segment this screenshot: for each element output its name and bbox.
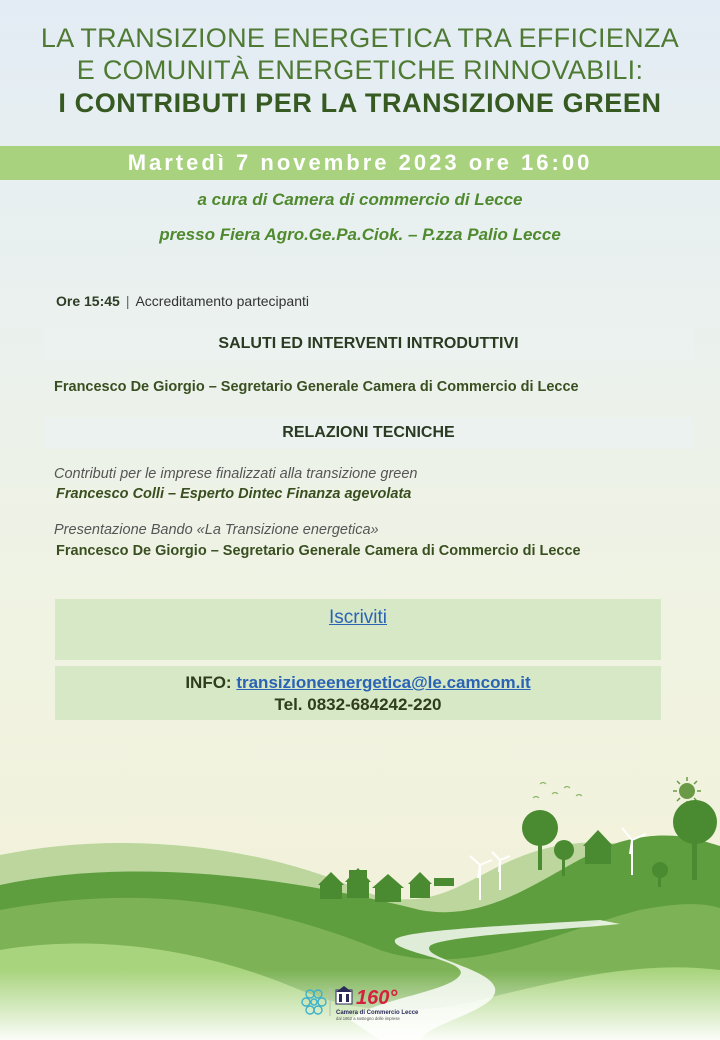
anniversary-mark: 160° bbox=[356, 987, 398, 1009]
organizer-line: a cura di Camera di commercio di Lecce bbox=[197, 190, 523, 209]
org-tagline: dal 1862 a sostegno delle imprese bbox=[336, 1016, 400, 1021]
info-phone: Tel. 0832-684242-220 bbox=[274, 695, 442, 714]
building-emblem-icon bbox=[336, 986, 352, 1004]
org-name: Camera di Commercio Lecce bbox=[336, 1010, 419, 1016]
title-line-2: E COMUNITÀ ENERGETICHE RINNOVABILI: bbox=[76, 55, 644, 85]
schedule-separator: | bbox=[125, 293, 130, 309]
birds-icon bbox=[533, 783, 582, 799]
title-line-1: LA TRANSIZIONE ENERGETICA TRA EFFICIENZA bbox=[40, 23, 680, 53]
flower-emblem-icon bbox=[302, 990, 326, 1014]
schedule-time: Ore 15:45 bbox=[56, 293, 120, 309]
section-intro-title: SALUTI ED INTERVENTI INTRODUTTIVI bbox=[44, 328, 693, 360]
schedule-activity: Accreditamento partecipanti bbox=[135, 293, 310, 309]
talk1-speaker: Francesco Colli – Esperto Dintec Finanza agevolata bbox=[56, 486, 412, 502]
date-banner: Martedì 7 novembre 2023 ore 16:00 bbox=[0, 146, 720, 180]
talk2-speaker: Francesco De Giorgio – Segretario Generale Camera di Commercio di Lecce bbox=[56, 543, 581, 559]
info-email-link[interactable]: transizioneenergetica@le.camcom.it bbox=[236, 673, 531, 692]
chamber-of-commerce-logo bbox=[296, 982, 426, 1022]
register-box bbox=[55, 599, 661, 660]
register-link[interactable]: Iscriviti bbox=[328, 607, 388, 628]
intro-speaker: Francesco De Giorgio – Segretario Generale Camera di Commercio di Lecce bbox=[54, 379, 579, 395]
event-title bbox=[0, 22, 720, 120]
talk1-topic: Contributi per le imprese finalizzati alla transizione green bbox=[54, 466, 418, 482]
schedule-line bbox=[56, 293, 309, 309]
info-label: INFO: bbox=[185, 673, 232, 692]
section-tech-title: RELAZIONI TECNICHE bbox=[44, 417, 693, 449]
info-box bbox=[55, 666, 661, 720]
title-line-3: I CONTRIBUTI PER LA TRANSIZIONE GREEN bbox=[58, 88, 662, 118]
info-contact bbox=[55, 672, 661, 716]
talk2-topic: Presentazione Bando «La Transizione energetica» bbox=[54, 522, 379, 538]
venue-line: presso Fiera Agro.Ge.Pa.Ciok. – P.zza Palio Lecce bbox=[159, 225, 561, 244]
